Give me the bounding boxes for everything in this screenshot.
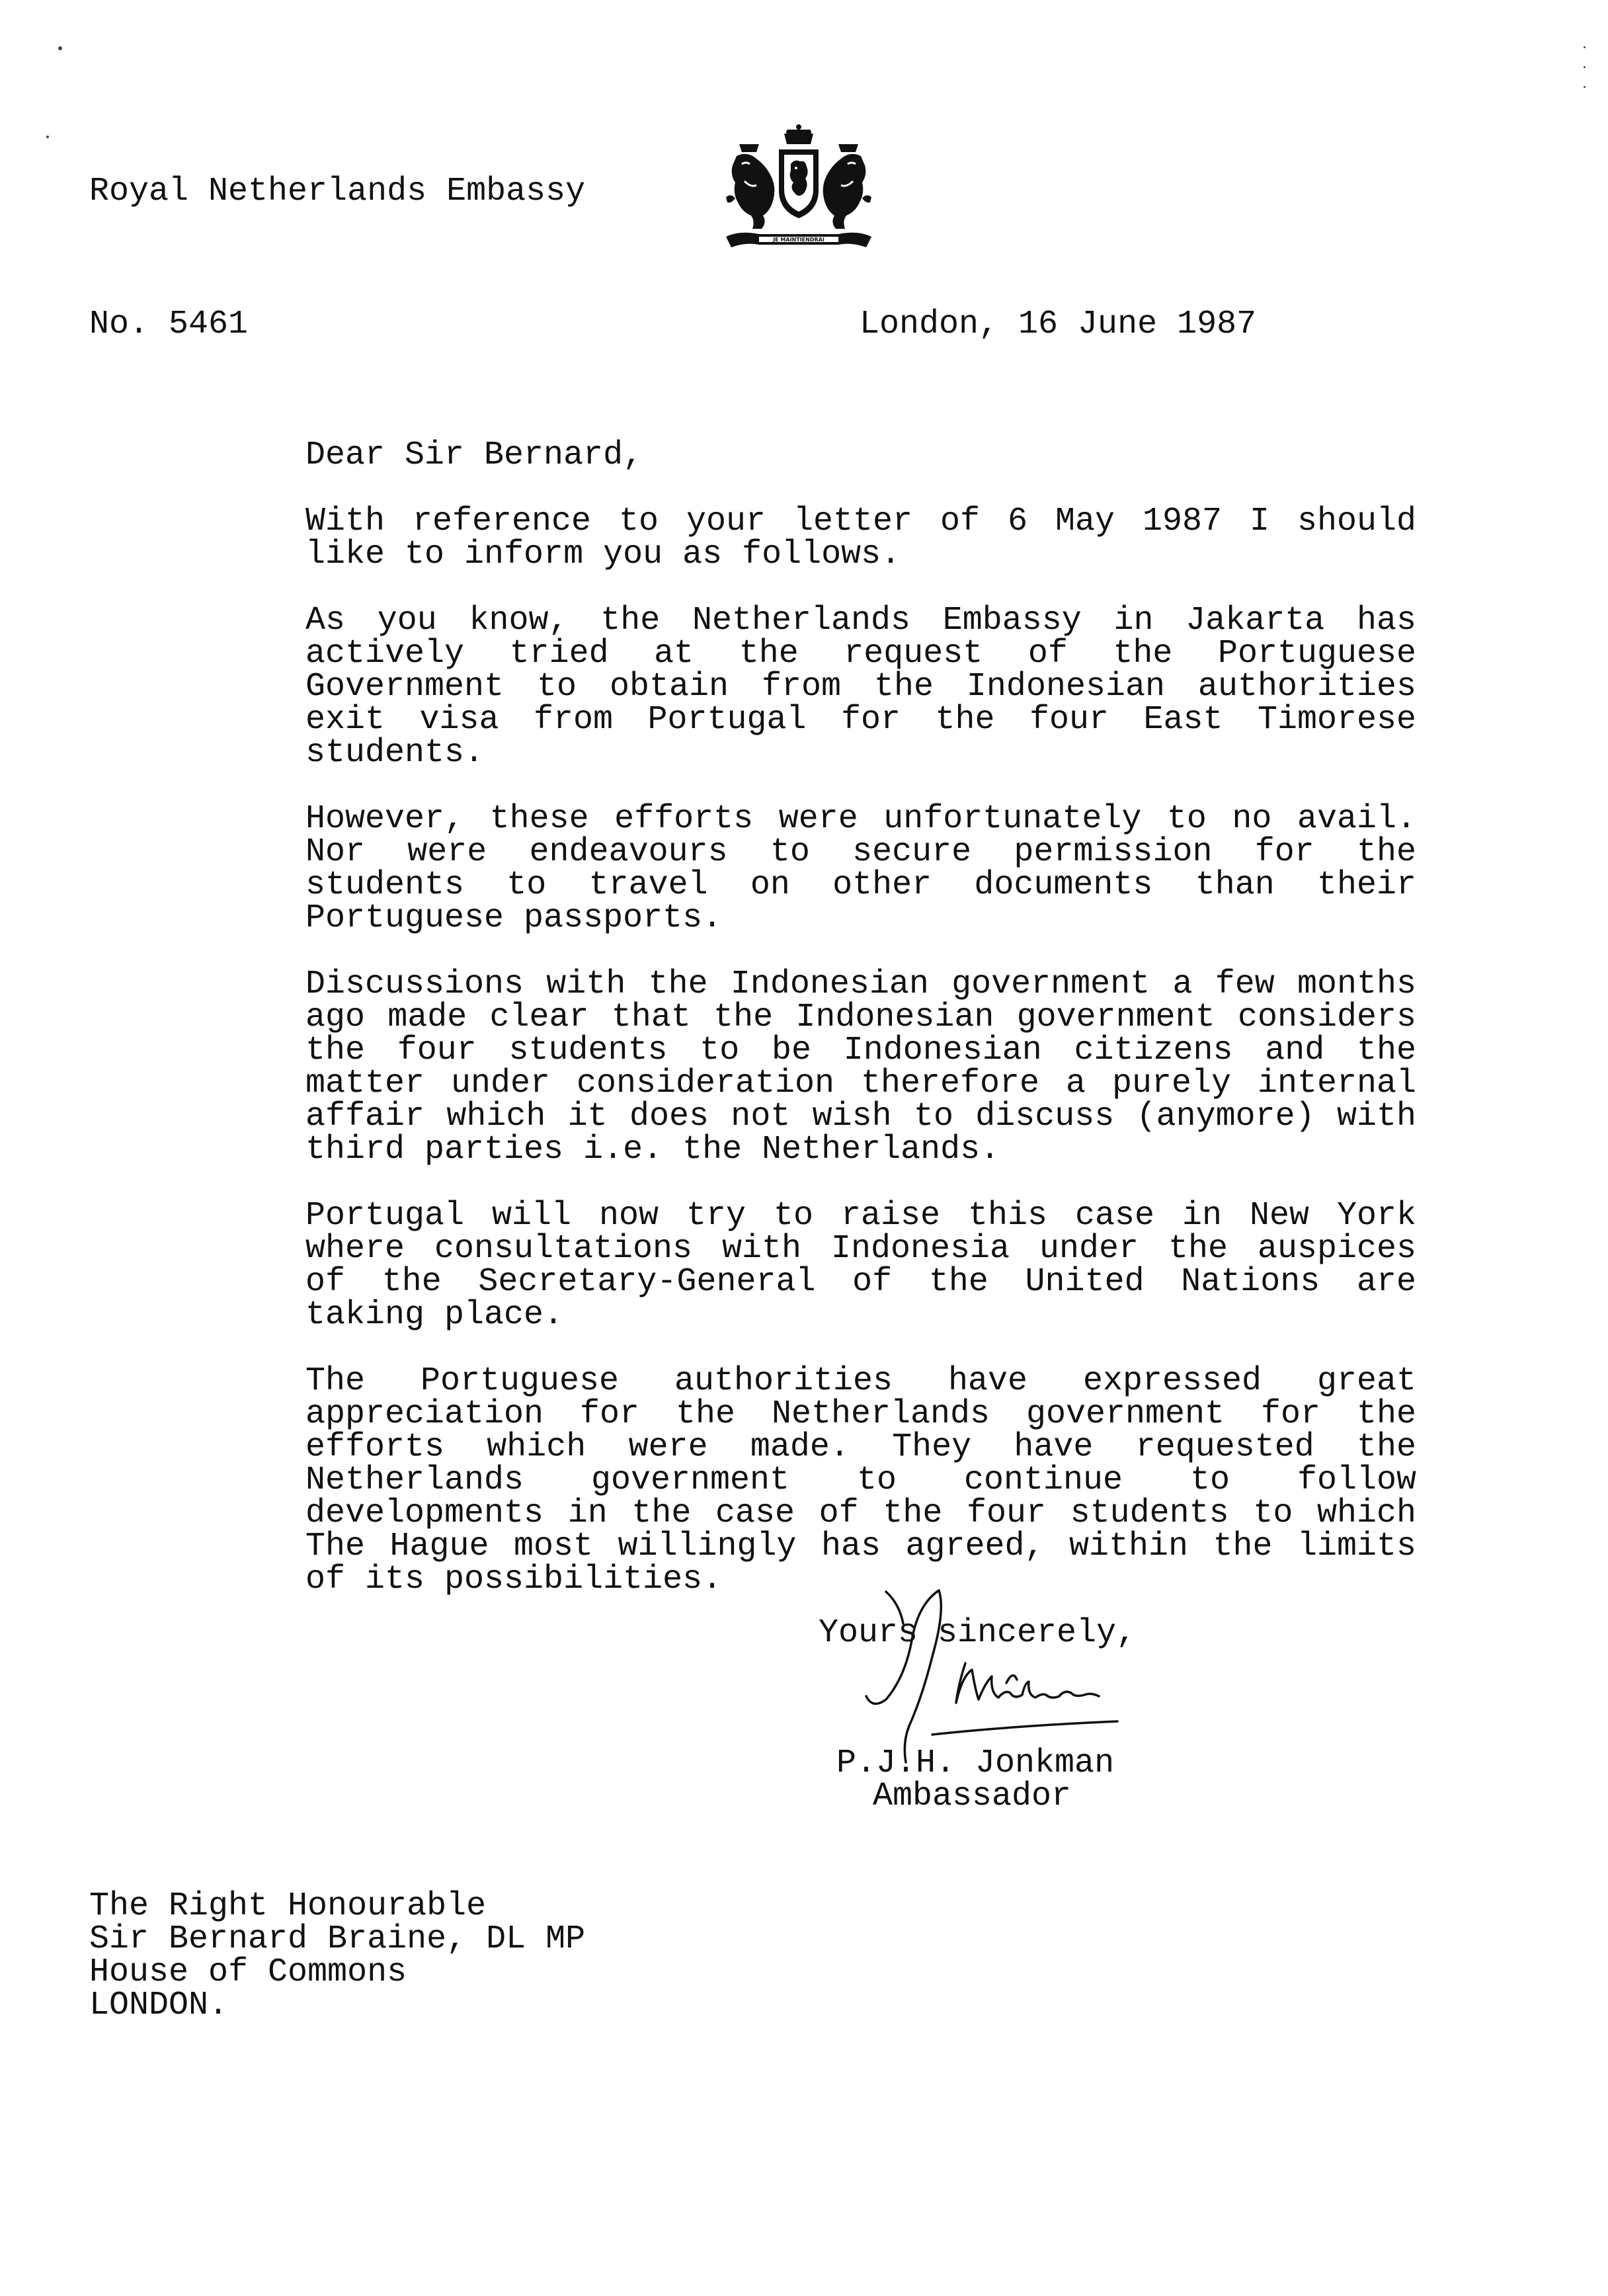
paragraph-2: As you know, the Netherlands Embassy in Jakarta has actively tried at the request of the Portuguese Government to obtain from the Indonesian authorities exit visa from Portugal for the four East Timorese students. (305, 602, 1416, 772)
recipient-line: House of Commons (89, 1953, 407, 1991)
scan-speck (1584, 66, 1586, 68)
recipient-line: LONDON. (89, 1987, 229, 2024)
recipient-line: Sir Bernard Braine, DL MP (89, 1920, 586, 1958)
scan-speck (58, 46, 62, 50)
closing: Yours sincerely, (819, 1614, 1137, 1652)
salutation: Dear Sir Bernard, (305, 436, 643, 474)
place-date: London, 16 June 1987 (860, 306, 1257, 343)
scan-speck (1584, 86, 1586, 88)
embassy-name: Royal Netherlands Embassy (89, 173, 586, 210)
document-number: No. 5461 (89, 306, 249, 343)
recipient-line: The Right Honourable (89, 1887, 487, 1925)
paragraph-6: The Portuguese authorities have expressed great appreciation for the Netherlands government for the efforts which were made. They have requested the Netherlands government to continue to follow developments in the case of the four students to which The Hague most willingly has agreed, within the limits of its possibilities. (305, 1362, 1416, 1598)
paragraph-3: However, these efforts were unfortunately to no avail. Nor were endeavours to secure permission for the students to travel on other documents than their Portuguese passports. (305, 800, 1416, 937)
signer-title: Ambassador (873, 1778, 1072, 1815)
paragraph-1: With reference to your letter of 6 May 1987 I should like to inform you as follows. (305, 503, 1416, 573)
crest-motto: JE MAINTIENDRAI (773, 237, 824, 243)
paragraph-4: Discussions with the Indonesian government a few months ago made clear that the Indonesian government considers the four students to be Indonesian citizens and the matter under consideration therefore a purely internal affair which it does not wish to discuss (anymore) with third parties i.e. the Netherlands. (305, 965, 1416, 1168)
signer-name: P.J.H. Jonkman (836, 1744, 1115, 1782)
paragraph-5: Portugal will now try to raise this case in New York where consultations with Indonesia under the auspices of the Secretary-General of the United Nations are taking place. (305, 1197, 1416, 1334)
recipient-address (89, 1887, 586, 2024)
scan-speck (46, 136, 49, 138)
scan-speck (1584, 46, 1586, 48)
letter-body (305, 436, 1416, 1629)
netherlands-coat-of-arms-icon (713, 124, 885, 257)
